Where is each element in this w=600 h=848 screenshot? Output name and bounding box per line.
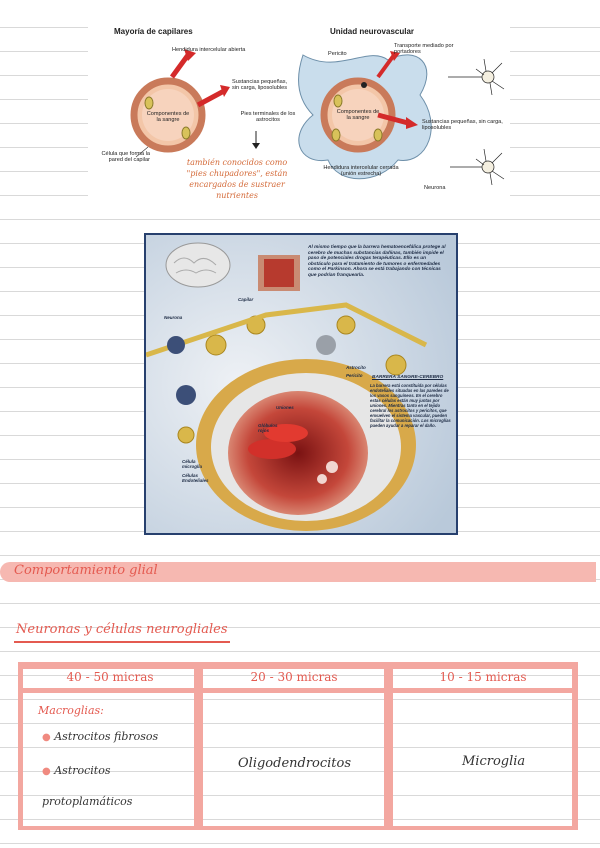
section-title: Comportamiento glial [14,563,158,578]
astro-fibrosos: Astrocitos fibrosos [54,730,159,743]
note-line-2: "pies chupadores", están [186,169,288,178]
macroglia-title: Macroglias: [38,704,104,717]
subtitle-underline [14,641,230,643]
header-col-1: 40 - 50 micras [66,670,154,684]
glia-size-table [18,662,578,832]
table-top-border [18,662,578,669]
small-substances-left-label: Sustancias pequeñas, sin carga, liposolubles [232,79,288,92]
capillary-diagram [88,15,510,207]
table-header-border [18,688,578,693]
barrier-intro-paragraph: Al mismo tiempo que la barrera hematoencefálica protege al cerebro de muchas substancias dañinas, también impide el paso de potenciales drogas terapéuticas. Ello es un obstáculo para el tratamiento de tumores o enfermedades como el Parkinson. Ahora se está trabajando con técnicas que podrían franquearla. [308,245,446,278]
table-right-border [572,662,578,830]
tag-capilar: Capilar [238,297,254,302]
neuron-label: Neurona [424,185,446,191]
left-diagram-title: Mayoría de capilares [114,27,193,36]
tag-globulos: Glóbulos rojos [258,423,278,433]
small-substances-right-label: Sustancias pequeñas, sin carga, liposolubles [422,119,503,132]
barrier-description: La barrera está constituida por células endoteliales situadas en las paredes de los vasos sanguíneos. En el cerebro estas células están muy juntas por uniones. Mientras tanto en el tejido cerebral los astrocitos y pericitos, que envuelven el sistema vascular, pueden facilitar la comunicación. Los microglías pueden ayudar a reparar el daño. [370,383,451,428]
blood-brain-barrier-illustration [144,233,458,535]
tag-endoteliales: Células Endoteliales [182,473,209,483]
right-diagram-title: Unidad neurovascular [330,27,415,36]
table-left-border [18,662,23,830]
tag-microglia: Célula microglía [182,459,203,469]
list-item [42,730,158,743]
bullet-icon: ● [42,732,51,743]
open-cleft-label: Hendidura intercelular abierta [172,47,246,53]
blood-components-left-label: Componentes de la sangre [146,111,190,124]
bullet-icon: ● [42,766,51,777]
oligodendrocitos-cell: Oligodendrocitos [238,756,352,771]
table-divider-2 [384,662,393,830]
carrier-transport-label: Transporte mediado por portadores [394,43,454,56]
pericyte-label: Pericito [328,51,347,57]
note-line-4: nutrientes [216,191,258,200]
tag-astrocito: Astrocito [346,365,366,370]
tag-pericito: Pericito [346,373,363,378]
astro-protoplasmaticos: Astrocitos protoplamáticos [42,764,133,808]
table-divider-1 [194,662,203,830]
note-line-3: encargados de sustraer [189,180,285,189]
closed-cleft-label: Hendidura intercelular cerrada (unión estrecha) [323,165,399,178]
handwritten-note [162,157,312,201]
cell-wall-label: Célula que forma la pared del capilar [101,151,150,164]
section-subtitle: Neuronas y células neurogliales [16,622,228,637]
microglia-cell: Microglia [462,754,526,769]
tag-neurona: Neurona [164,315,183,320]
list-item [42,756,182,817]
header-col-2: 20 - 30 micras [250,670,338,684]
astrocyte-feet-label: Pies terminales de los astrocitos [240,111,296,124]
barrier-title: BARRERA SANGRE-CEREBRO [372,375,444,380]
table-bottom-border [18,826,578,830]
note-line-1: también conocidos como [186,158,288,167]
blood-components-right-label: Componentes de la sangre [336,109,380,122]
tag-uniones: Uniones [276,405,294,410]
header-col-3: 10 - 15 micras [439,670,527,684]
